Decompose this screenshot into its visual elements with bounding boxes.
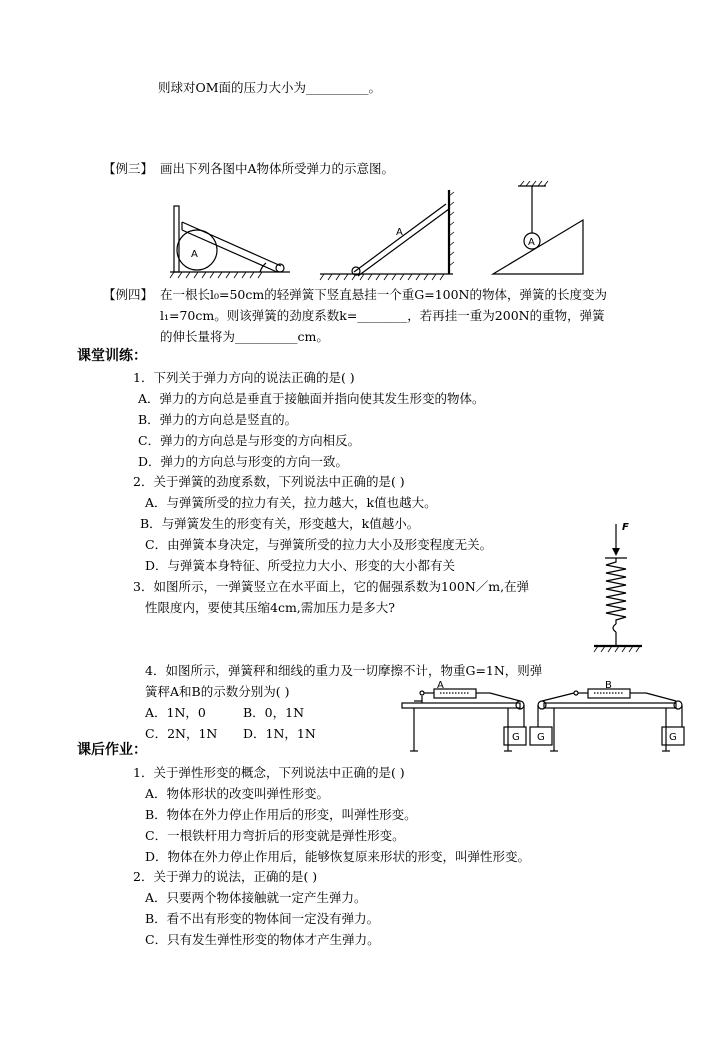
- example4-line2: l₁=70cm。则该弹簧的劲度系数k=________，若再挂一重为200N的重物，弹簧: [160, 308, 605, 323]
- example3-figure-1: [160, 200, 295, 280]
- spring-figure: [588, 520, 648, 660]
- scale-b-weight-right-label: G: [669, 732, 677, 743]
- classroom-q3-line2: 性限度内，要使其压缩4cm,需加压力是多大?: [145, 600, 395, 615]
- spring-scale-figure-b: [530, 680, 690, 753]
- homework-q2-option-c: C．只有发生弹性形变的物体才产生弹力。: [145, 932, 380, 947]
- classroom-q1-option-b: B．弹力的方向总是竖直的。: [138, 412, 298, 427]
- scale-b-weight-left-label: G: [537, 732, 545, 743]
- classroom-heading: 课堂训练：: [77, 348, 147, 364]
- scale-a-label: A: [437, 680, 444, 691]
- classroom-q2-option-b: B．与弹簧发生的形变有关，形变越大，k值越小。: [140, 516, 420, 531]
- classroom-q4-line1: 4．如图所示，弹簧秤和细线的重力及一切摩擦不计，物重G=1N，则弹: [145, 663, 543, 678]
- homework-q2-option-b: B．看不出有形变的物体间一定没有弹力。: [145, 911, 380, 926]
- scale-a-weight-label: G: [512, 732, 520, 743]
- classroom-q4-option-d: D．1N，1N: [243, 726, 316, 741]
- figure3-ball-label: A: [528, 237, 535, 248]
- classroom-q4-option-b: B．0，1N: [243, 705, 305, 720]
- classroom-q1-stem: 1．下列关于弹力方向的说法正确的是( ): [133, 370, 355, 385]
- classroom-q2-option-d: D．与弹簧本身特征、所受拉力大小、形变的大小都有关: [145, 558, 456, 573]
- spring-force-label: F: [622, 522, 629, 533]
- classroom-q1-option-c: C．弹力的方向总是与形变的方向相反。: [138, 433, 361, 448]
- classroom-q1-option-a: A．弹力的方向总是垂直于接触面并指向使其发生形变的物体。: [138, 391, 485, 406]
- homework-q1-option-a: A．物体形状的改变叫弹性形变。: [145, 786, 330, 801]
- example4-line1: 在一根长l₀=50cm的轻弹簧下竖直悬挂一个重G=100N的物体，弹簧的长度变为: [160, 287, 607, 302]
- figure1-ball-label: A: [191, 249, 198, 260]
- classroom-q2-stem: 2．关于弹簧的劲度系数，下列说法中正确的是( ): [133, 474, 405, 489]
- homework-heading: 课后作业：: [77, 742, 147, 758]
- example3-figure-3: [488, 180, 588, 280]
- spring-scale-figure-a: [400, 680, 530, 753]
- homework-q2-option-a: A．只要两个物体接触就一定产生弹力。: [145, 890, 367, 905]
- example4-line3: 的伸长量将为__________cm。: [160, 329, 329, 344]
- classroom-q4-option-a: A．1N，0: [145, 705, 206, 720]
- example3-text: 画出下列各图中A物体所受弹力的示意图。: [160, 161, 395, 176]
- example4-label: 【例四】: [103, 287, 154, 302]
- classroom-q3-line1: 3．如图所示，一弹簧竖立在水平面上，它的倔强系数为100N／m,在弹: [133, 579, 530, 594]
- homework-q1-option-c: C．一根铁杆用力弯折后的形变就是弹性形变。: [145, 828, 405, 843]
- classroom-q2-option-c: C．由弹簧本身决定，与弹簧所受的拉力大小及形变程度无关。: [145, 537, 493, 552]
- classroom-q4-option-c: C．2N，1N: [145, 726, 218, 741]
- scale-b-label: B: [605, 680, 612, 691]
- example3-label: 【例三】: [103, 161, 154, 176]
- classroom-q1-option-d: D．弹力的方向总与形变的方向一致。: [138, 454, 349, 469]
- homework-q1-option-d: D．物体在外力停止作用后，能够恢复原来形状的形变，叫弹性形变。: [145, 849, 531, 864]
- example3-figure-2: [318, 188, 463, 283]
- classroom-q2-option-a: A．与弹簧所受的拉力有关，拉力越大，k值也越大。: [145, 495, 437, 510]
- classroom-q4-line2: 簧秤A和B的示数分别为( ): [145, 684, 290, 699]
- homework-q2-stem: 2．关于弹力的说法，正确的是( ): [133, 869, 318, 884]
- figure2-rod-label: A: [396, 227, 403, 238]
- homework-q1-option-b: B．物体在外力停止作用后的形变，叫弹性形变。: [145, 807, 417, 822]
- homework-q1-stem: 1．关于弹性形变的概念，下列说法中正确的是( ): [133, 765, 405, 780]
- prev-question-line: 则球对OM面的压力大小为__________。: [158, 80, 382, 95]
